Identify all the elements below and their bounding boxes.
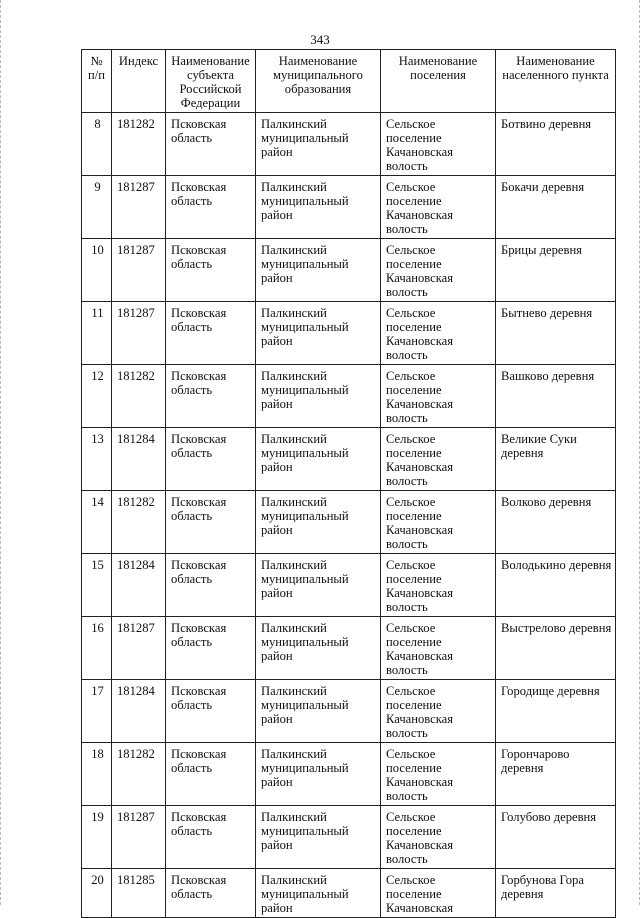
row-number-cell: 18 [82, 743, 112, 806]
postal-index-cell: 181282 [112, 365, 166, 428]
row-number-cell: 10 [82, 239, 112, 302]
locality-cell: Городище деревня [496, 680, 616, 743]
row-number-cell: 8 [82, 113, 112, 176]
settlement-cell: Сельское поселение Качановская волость [381, 554, 496, 617]
settlement-cell: Сельское поселение Качановская волость [381, 302, 496, 365]
municipality-cell: Палкинский муниципальный район [256, 806, 381, 869]
federal-subject-cell: Псковская область [166, 617, 256, 680]
federal-subject-cell: Псковская область [166, 554, 256, 617]
federal-subject-cell: Псковская область [166, 680, 256, 743]
postal-index-cell: 181287 [112, 617, 166, 680]
locality-cell: Великие Суки деревня [496, 428, 616, 491]
table-row [82, 680, 616, 743]
row-number-cell: 16 [82, 617, 112, 680]
row-number-cell: 11 [82, 302, 112, 365]
postal-index-cell: 181284 [112, 680, 166, 743]
settlement-cell: Сельское поселение Качановская волость [381, 743, 496, 806]
row-number-cell: 19 [82, 806, 112, 869]
settlement-cell: Сельское поселение Качановская [381, 869, 496, 918]
table-row [82, 113, 616, 176]
header-subject: Наименование субъекта Российской Федерации [166, 50, 256, 113]
row-number-cell: 17 [82, 680, 112, 743]
federal-subject-cell: Псковская область [166, 491, 256, 554]
municipality-cell: Палкинский муниципальный район [256, 428, 381, 491]
scan-left-edge [0, 0, 2, 905]
locality-cell: Волково деревня [496, 491, 616, 554]
federal-subject-cell: Псковская область [166, 365, 256, 428]
federal-subject-cell: Псковская область [166, 806, 256, 869]
municipality-cell: Палкинский муниципальный район [256, 617, 381, 680]
municipality-cell: Палкинский муниципальный район [256, 743, 381, 806]
municipality-cell: Палкинский муниципальный район [256, 302, 381, 365]
header-municipality: Наименование муниципального образования [256, 50, 381, 113]
table-row [82, 239, 616, 302]
locality-cell: Володькино деревня [496, 554, 616, 617]
locality-cell: Ботвино деревня [496, 113, 616, 176]
municipality-cell: Палкинский муниципальный район [256, 176, 381, 239]
municipality-cell: Палкинский муниципальный район [256, 680, 381, 743]
settlement-cell: Сельское поселение Качановская волость [381, 176, 496, 239]
table-row [82, 176, 616, 239]
municipality-cell: Палкинский муниципальный район [256, 239, 381, 302]
municipality-cell: Палкинский муниципальный район [256, 113, 381, 176]
table-header-row [82, 50, 616, 113]
header-index: Индекс [112, 50, 166, 113]
header-num: № п/п [82, 50, 112, 113]
table-row [82, 743, 616, 806]
row-number-cell: 9 [82, 176, 112, 239]
federal-subject-cell: Псковская область [166, 869, 256, 918]
table-row [82, 491, 616, 554]
table-row [82, 302, 616, 365]
federal-subject-cell: Псковская область [166, 113, 256, 176]
postal-index-cell: 181282 [112, 113, 166, 176]
table-row [82, 365, 616, 428]
postal-index-cell: 181287 [112, 239, 166, 302]
postal-index-cell: 181284 [112, 428, 166, 491]
settlement-cell: Сельское поселение Качановская волость [381, 806, 496, 869]
locality-cell: Бокачи деревня [496, 176, 616, 239]
federal-subject-cell: Псковская область [166, 743, 256, 806]
settlement-cell: Сельское поселение Качановская волость [381, 617, 496, 680]
municipality-cell: Палкинский муниципальный район [256, 554, 381, 617]
table-row [82, 806, 616, 869]
header-locality: Наименование населенного пункта [496, 50, 616, 113]
settlement-cell: Сельское поселение Качановская волость [381, 680, 496, 743]
page-number: 343 [310, 32, 330, 47]
table-row [82, 554, 616, 617]
postal-index-cell: 181284 [112, 554, 166, 617]
locality-cell: Выстрелово деревня [496, 617, 616, 680]
row-number-cell: 14 [82, 491, 112, 554]
locality-cell: Бытнево деревня [496, 302, 616, 365]
municipality-cell: Палкинский муниципальный район [256, 365, 381, 428]
postal-index-cell: 181287 [112, 176, 166, 239]
table-row [82, 617, 616, 680]
table-row [82, 428, 616, 491]
postal-index-cell: 181282 [112, 491, 166, 554]
federal-subject-cell: Псковская область [166, 239, 256, 302]
table-row [82, 869, 616, 918]
postal-index-cell: 181287 [112, 806, 166, 869]
postal-index-cell: 181282 [112, 743, 166, 806]
locality-cell: Голубово деревня [496, 806, 616, 869]
header-settlement: Наименование поселения [381, 50, 496, 113]
municipality-cell: Палкинский муниципальный район [256, 491, 381, 554]
settlement-cell: Сельское поселение Качановская волость [381, 239, 496, 302]
settlement-cell: Сельское поселение Качановская волость [381, 491, 496, 554]
federal-subject-cell: Псковская область [166, 176, 256, 239]
federal-subject-cell: Псковская область [166, 302, 256, 365]
row-number-cell: 15 [82, 554, 112, 617]
localities-table [81, 49, 616, 918]
settlement-cell: Сельское поселение Качановская волость [381, 428, 496, 491]
row-number-cell: 20 [82, 869, 112, 918]
row-number-cell: 13 [82, 428, 112, 491]
locality-cell: Горбунова Гора деревня [496, 869, 616, 918]
locality-cell: Брицы деревня [496, 239, 616, 302]
postal-index-cell: 181285 [112, 869, 166, 918]
locality-cell: Горончарово деревня [496, 743, 616, 806]
row-number-cell: 12 [82, 365, 112, 428]
settlement-cell: Сельское поселение Качановская волость [381, 113, 496, 176]
federal-subject-cell: Псковская область [166, 428, 256, 491]
postal-index-cell: 181287 [112, 302, 166, 365]
locality-cell: Вашково деревня [496, 365, 616, 428]
municipality-cell: Палкинский муниципальный район [256, 869, 381, 918]
settlement-cell: Сельское поселение Качановская волость [381, 365, 496, 428]
